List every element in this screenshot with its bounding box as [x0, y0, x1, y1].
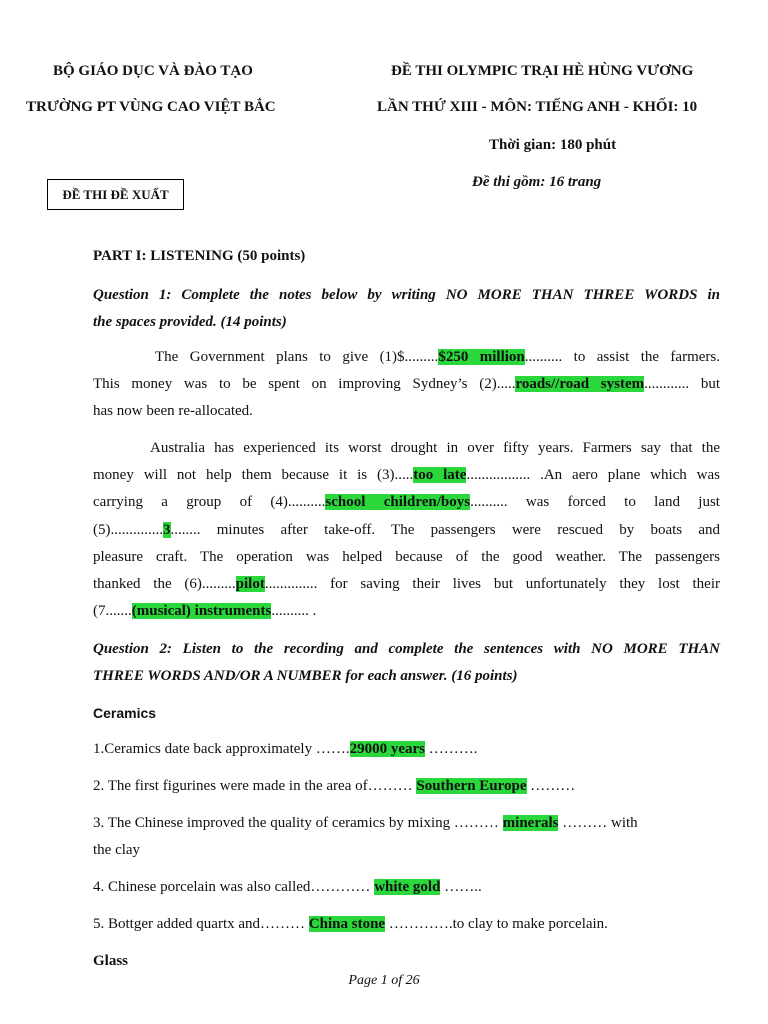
q1-p2-text: (7....... [93, 603, 132, 620]
q1-p1-line-1 [93, 344, 720, 371]
ceramics-item-3-continued: the clay [93, 842, 141, 858]
q1-p2-text: money will not help them because it is (3)..... [93, 467, 414, 484]
answer-1: $250 million [438, 349, 525, 365]
answer-ceramics-2: Southern Europe [416, 778, 527, 794]
q1-p2-text: thanked the (6)......... [93, 576, 236, 593]
answer-2: roads//road system [515, 376, 645, 393]
q1-p1-line-2 [93, 371, 720, 398]
part1-heading: PART I: LISTENING (50 points) [93, 248, 306, 264]
ceramics-item-2 [93, 778, 575, 795]
q1-p1-text: This money was to be spent on improving Sydney’s (2)..... [93, 376, 516, 393]
ceramics-item-5 [93, 916, 608, 933]
q2-instruction [93, 636, 720, 690]
proposed-exam-box: ĐỀ THI ĐỀ XUẤT [47, 179, 184, 210]
q1-paragraph-1 [93, 344, 720, 426]
answer-ceramics-5: China stone [308, 916, 386, 932]
item-text: 2. The first figurines were made in the area of……… [93, 778, 417, 794]
section-glass: Glass [93, 953, 129, 969]
item-text: 1.Ceramics date back approximately ……. [93, 741, 350, 757]
exam-page-count: Đề thi gồm: 16 trang [472, 174, 602, 190]
q1-instruction [93, 282, 720, 336]
item-text: 4. Chinese porcelain was also called………… [93, 879, 375, 895]
section-ceramics: Ceramics [93, 705, 157, 721]
q1-p2-text: carrying a group of (4).......... [93, 494, 326, 511]
q1-p1-text: ............ but [644, 376, 721, 393]
item-text: 3. The Chinese improved the quality of ceramics by mixing ……… [93, 815, 503, 831]
answer-ceramics-3: minerals [502, 815, 559, 831]
exam-info: LẦN THỨ XIII - MÔN: TIẾNG ANH - KHỐI: 10 [377, 99, 698, 115]
answer-6: pilot [235, 576, 265, 593]
q1-p2-line-5: pleasure craft. The operation was helped because of the good weather. The passengers [93, 548, 720, 565]
ministry-name: BỘ GIÁO DỤC VÀ ĐÀO TẠO [53, 63, 253, 79]
q1-instruction-line-1: Question 1: Complete the notes below by writing NO MORE THAN THREE WORDS in [93, 287, 720, 303]
q1-paragraph-2 [93, 435, 720, 625]
q1-p2-text: .......... . [271, 603, 317, 620]
item-text: …….. [440, 879, 482, 895]
answer-ceramics-4: white gold [374, 879, 441, 895]
exam-title: ĐỀ THI OLYMPIC TRẠI HÈ HÙNG VƯƠNG [391, 63, 694, 79]
q1-p2-line-3 [93, 489, 720, 516]
answer-4: school children/boys [325, 494, 471, 511]
item-text: ………. [425, 741, 478, 757]
exam-time: Thời gian: 180 phút [489, 137, 617, 153]
answer-ceramics-1: 29000 years [349, 741, 425, 757]
q1-p1-text: The Government plans to give (1)$......... [155, 349, 439, 365]
ceramics-item-4 [93, 879, 482, 896]
q1-p2-text: ........ minutes after take-off. The passengers were rescued by boats and [170, 521, 720, 538]
ceramics-item-3 [93, 815, 638, 832]
q1-p2-line-1: Australia has experienced its worst drought in over fifty years. Farmers say that the [150, 440, 720, 456]
school-name: TRƯỜNG PT VÙNG CAO VIỆT BẮC [26, 99, 276, 115]
q2-instruction-line-1: Question 2: Listen to the recording and complete the sentences with NO MORE THAN [93, 641, 720, 657]
item-text: ……… with [558, 815, 638, 831]
item-text: ……… [526, 778, 576, 794]
ceramics-item-1 [93, 741, 478, 758]
q1-p2-text: .............. for saving their lives but unfortunately they lost their [264, 576, 720, 593]
q2-instruction-line-2: THREE WORDS AND/OR A NUMBER for each answer. (16 points) [93, 668, 518, 685]
q1-p2-line-6 [93, 571, 720, 598]
item-text: 5. Bottger added quartx and……… [93, 916, 309, 932]
answer-5: 3 [163, 521, 171, 538]
q1-p2-text: (5).............. [93, 521, 163, 538]
item-text: ………….to clay to make porcelain. [385, 916, 608, 932]
answer-7: (musical) instruments [131, 603, 272, 620]
q1-p1-text: .......... to assist the farmers. [524, 349, 720, 365]
q1-instruction-line-2: the spaces provided. (14 points) [93, 314, 287, 331]
answer-3: too late [413, 467, 467, 484]
q1-p1-line-3: has now been re-allocated. [93, 403, 253, 420]
q1-p2-line-4 [93, 517, 720, 544]
q1-p2-line-2 [93, 462, 720, 489]
q1-p2-line-7 [93, 598, 720, 625]
q1-p2-text: ................. .An aero plane which was [466, 467, 720, 484]
page-number: Page 1 of 26 [348, 973, 420, 988]
q1-p2-text: .......... was forced to land just [470, 494, 720, 511]
